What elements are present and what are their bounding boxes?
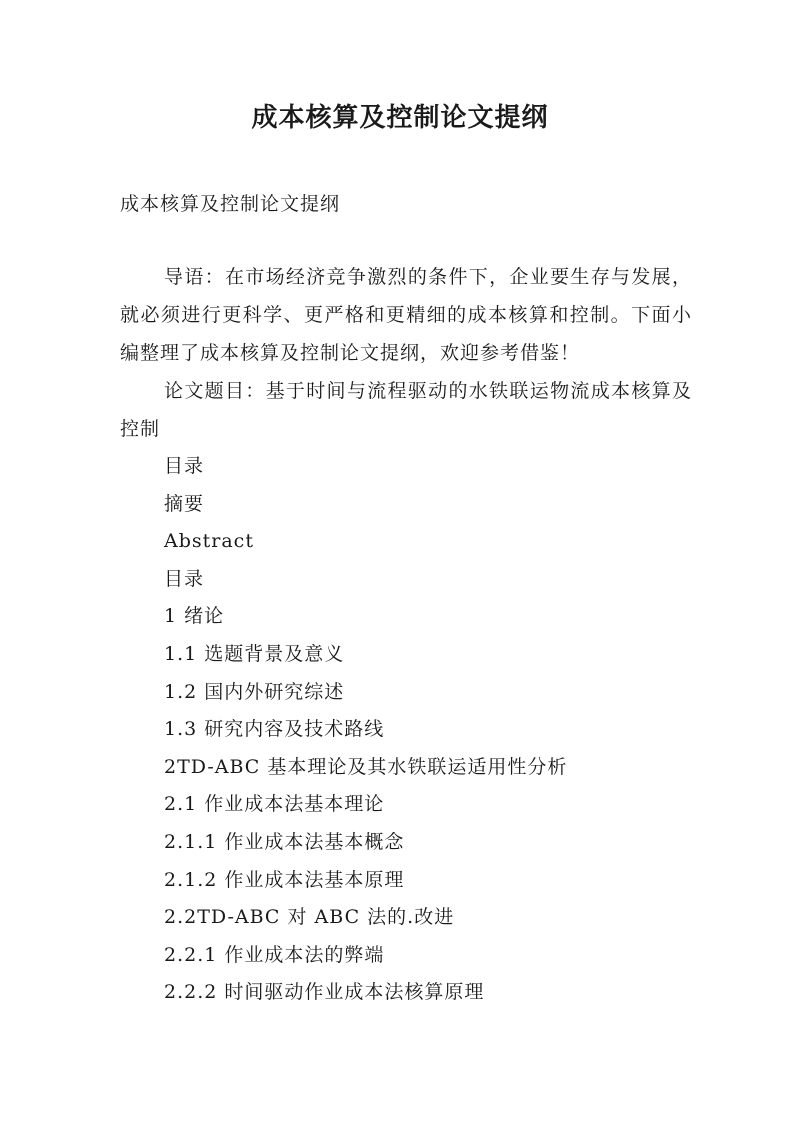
toc-item: 2.1.2 作业成本法基本原理	[164, 868, 405, 891]
table-of-contents	[164, 448, 567, 1012]
toc-item: Abstract	[164, 530, 254, 553]
toc-item: 1 绪论	[164, 605, 225, 628]
toc-item: 目录	[164, 567, 205, 590]
toc-item: 2TD-ABC 基本理论及其水铁联运适用性分析	[164, 755, 568, 778]
toc-item: 2.1.1 作业成本法基本概念	[164, 830, 405, 853]
toc-item: 2.2.2 时间驱动作业成本法核算原理	[164, 981, 485, 1004]
toc-item: 2.2.1 作业成本法的弊端	[164, 943, 385, 966]
toc-item: 1.1 选题背景及意义	[164, 642, 345, 665]
document-title: 成本核算及控制论文提纲	[251, 103, 549, 133]
thesis-topic: 论文题目：基于时间与流程驱动的水铁联运物流成本核算及控制	[120, 380, 692, 440]
intro-paragraph: 导语：在市场经济竞争激烈的条件下，企业要生存与发展，就必须进行更科学、更严格和更精细的成本核算和控制。下面小编整理了成本核算及控制论文提纲，欢迎参考借鉴！	[120, 266, 692, 364]
document-subtitle: 成本核算及控制论文提纲	[120, 193, 341, 215]
toc-item: 摘要	[164, 492, 205, 515]
toc-item: 目录	[164, 455, 205, 477]
toc-item: 2.1 作业成本法基本理论	[164, 793, 385, 816]
toc-item: 2.2TD-ABC 对 ABC 法的.改进	[164, 906, 455, 929]
toc-item: 1.3 研究内容及技术路线	[164, 718, 385, 741]
toc-item: 1.2 国内外研究综述	[164, 680, 345, 703]
